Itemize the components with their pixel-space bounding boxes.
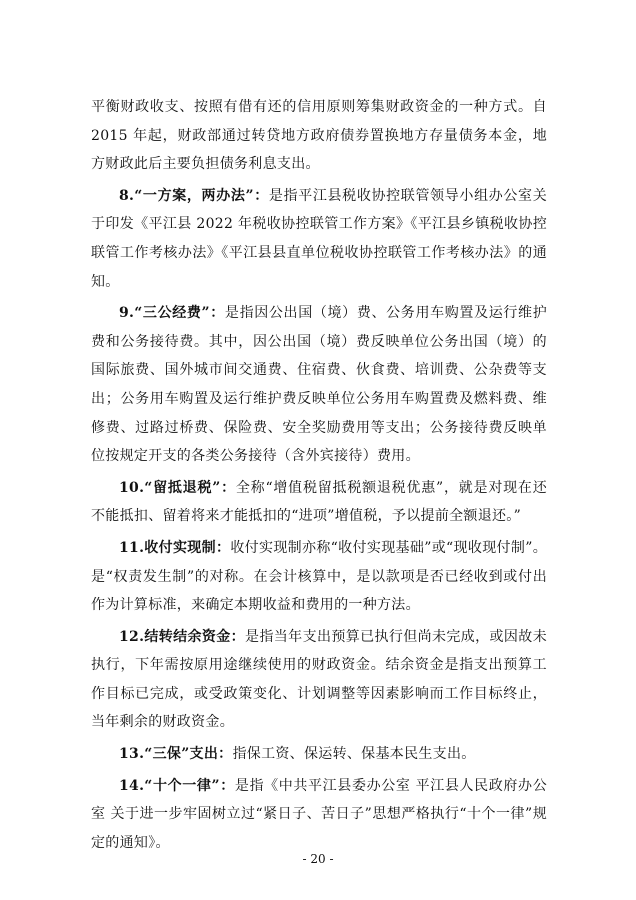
body-text	[91, 93, 547, 860]
paragraph-term-9	[91, 299, 547, 471]
term-definition: 全称“增值税留抵税额退税优惠”，就是对现在还不能抵扣、留着将来才能抵扣的“进项”增值税，予以提前全额退还。”	[91, 479, 547, 525]
paragraph-term-12	[91, 623, 547, 737]
paragraph-text: 平衡财政收支、按照有借有还的信用原则筹集财政资金的一种方式。自 2015 年起，财政部通过转贷地方政府债券置换地方存量债务本金，地方财政此后主要负担债务利息支出。	[91, 99, 547, 173]
paragraph-term-11	[91, 534, 547, 620]
term-definition: 是指因公出国（境）费、公务用车购置及运行维护费和公务接待费。其中，因公出国（境）费反映单位公务出国（境）的国际旅费、国外城市间交通费、住宿费、伙食费、培训费、公杂费等支出；公务用车购置及运行维护费反映单位公务用车购置费及燃料费、维修费、过路过桥费、保险费、安全奖励费用等支出；公务接待费反映单位按规定开支的各类公务接待（含外宾接待）费用。	[91, 305, 547, 465]
term-label: 14.“十个一律”：	[119, 777, 235, 794]
page-number: - 20 -	[302, 852, 334, 866]
term-definition: 是指《中共平江县委办公室 平江县人民政府办公室 关于进一步牢固树立过“紧日子、苦日子”思想严格执行“十个一律”规定的通知》。	[91, 777, 547, 851]
term-definition: 收付实现制亦称“收付实现基础”或“现收现付制”。是“权责发生制”的对称。在会计核算中，是以款项是否已经收到或付出作为计算标准，来确定本期收益和费用的一种方法。	[91, 539, 548, 614]
paragraph-continuation	[91, 93, 547, 179]
paragraph-term-14	[91, 772, 547, 858]
paragraph-term-13	[91, 740, 547, 769]
term-definition: 是指平江县税收协控联管领导小组办公室关于印发《平江县 2022 年税收协控联管工作方案》《平江县乡镇税收协控联管工作考核办法》《平江县县直单位税收协控联管工作考核办法》的通知。	[91, 187, 547, 290]
term-label: 13.“三保”支出：	[119, 746, 233, 763]
term-label: 10.“留抵退税”：	[119, 479, 236, 496]
term-definition: 是指当年支出预算已执行但尚未完成，或因故未执行，下年需按原用途继续使用的财政资金。结余资金是指支出预算工作目标已完成，或受政策变化、计划调整等因素影响而工作目标终止，当年剩余的财政资金。	[91, 628, 547, 731]
term-definition: 指保工资、保运转、保基本民生支出。	[232, 746, 476, 763]
term-label: 8.“一方案，两办法”：	[119, 187, 269, 204]
paragraph-term-8	[91, 182, 547, 296]
term-label: 11.收付实现制：	[119, 539, 231, 556]
term-label: 9.“三公经费”：	[119, 305, 225, 322]
paragraph-term-10	[91, 474, 547, 531]
term-label: 12.结转结余资金：	[119, 628, 246, 645]
